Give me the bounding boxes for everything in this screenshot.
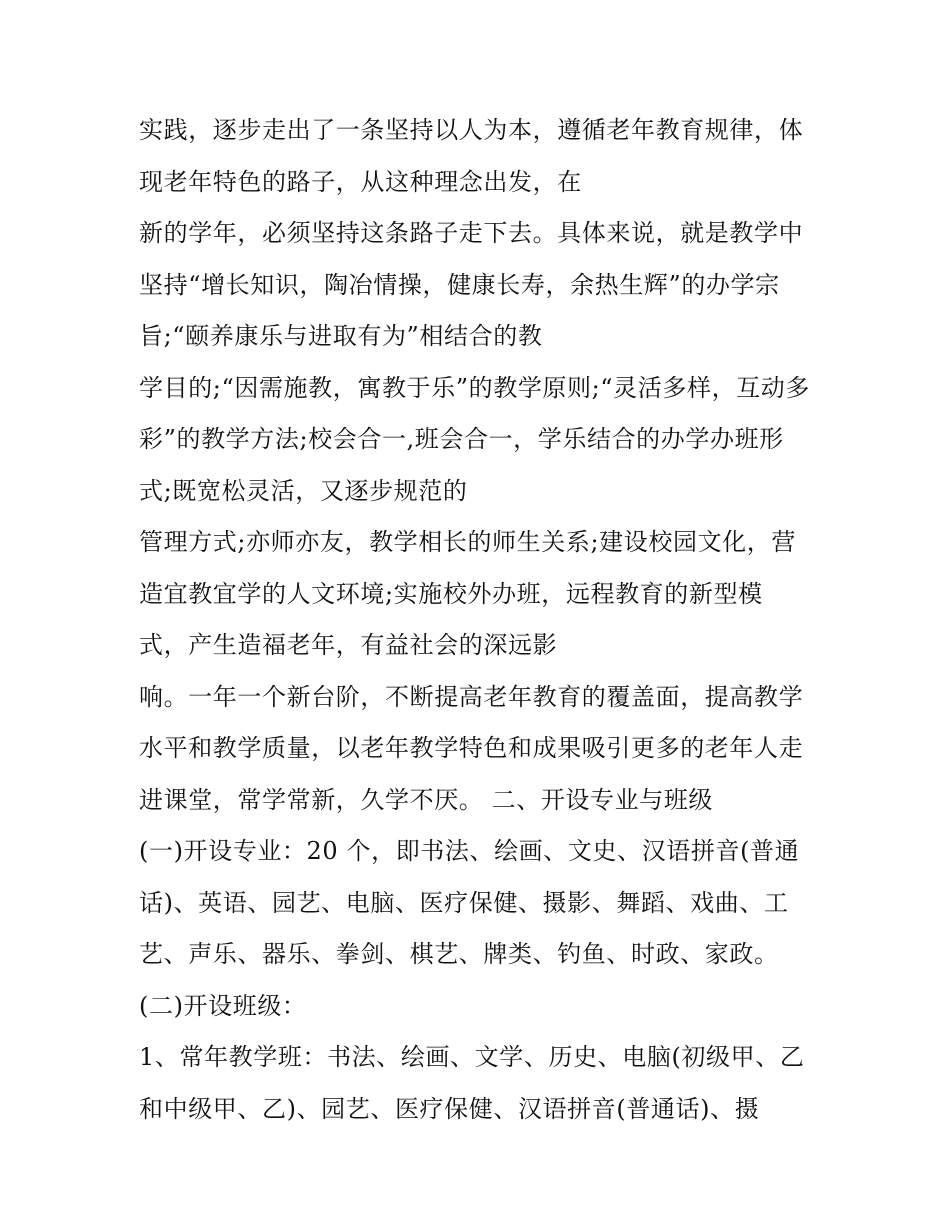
- body-text: [139, 105, 829, 1135]
- text-line: 新的学年，必须坚持这条路子走下去。具体来说，就是教学中: [139, 219, 804, 247]
- text-line: 1、常年教学班：书法、绘画、文学、历史、电脑(初级甲、乙: [139, 1043, 805, 1071]
- text-line: 造宜教宜学的人文环境;实施校外办班，远程教育的新型模: [139, 579, 763, 608]
- text-line: 和中级甲、乙)、园艺、医疗保健、汉语拼音(普通话)、摄: [139, 1094, 760, 1123]
- text-line: (二)开设班级：: [139, 991, 307, 1020]
- text-line: 管理方式;亦师亦友，教学相长的师生关系;建设校园文化，营: [139, 528, 796, 556]
- text-line: (一)开设专业：20 个，即书法、绘画、文史、汉语拼音(普通: [139, 837, 800, 865]
- text-line: 艺、声乐、器乐、拳剑、棋艺、牌类、钓鱼、时政、家政。: [139, 940, 779, 968]
- text-line: 进课堂，常学常新，久学不厌。 二、开设专业与班级: [139, 785, 714, 814]
- text-line: 学目的;“因需施教，寓教于乐”的教学原则;“灵活多样，互动多: [139, 373, 810, 402]
- text-line: 响。一年一个新台阶，不断提高老年教育的覆盖面，提高教学: [139, 682, 804, 711]
- text-line: 话)、英语、园艺、电脑、医疗保健、摄影、舞蹈、戏曲、工: [139, 888, 789, 917]
- text-line: 式;既宽松灵活，又逐步规范的: [139, 476, 468, 505]
- text-line: 水平和教学质量，以老年教学特色和成果吸引更多的老年人走: [139, 734, 804, 762]
- text-line: 旨;“颐养康乐与进取有为”相结合的教: [139, 322, 543, 350]
- text-line: 彩”的教学方法;校会合一,班会合一，学乐结合的办学办班形: [139, 425, 784, 453]
- text-line: 现老年特色的路子，从这种理念出发，在: [139, 167, 582, 196]
- text-line: 坚持“增长知识，陶冶情操，健康长寿，余热生辉”的办学宗: [139, 270, 780, 299]
- text-line: 实践，逐步走出了一条坚持以人为本，遵循老年教育规律，体: [139, 116, 804, 144]
- text-line: 式，产生造福老年，有益社会的深远影: [139, 631, 558, 659]
